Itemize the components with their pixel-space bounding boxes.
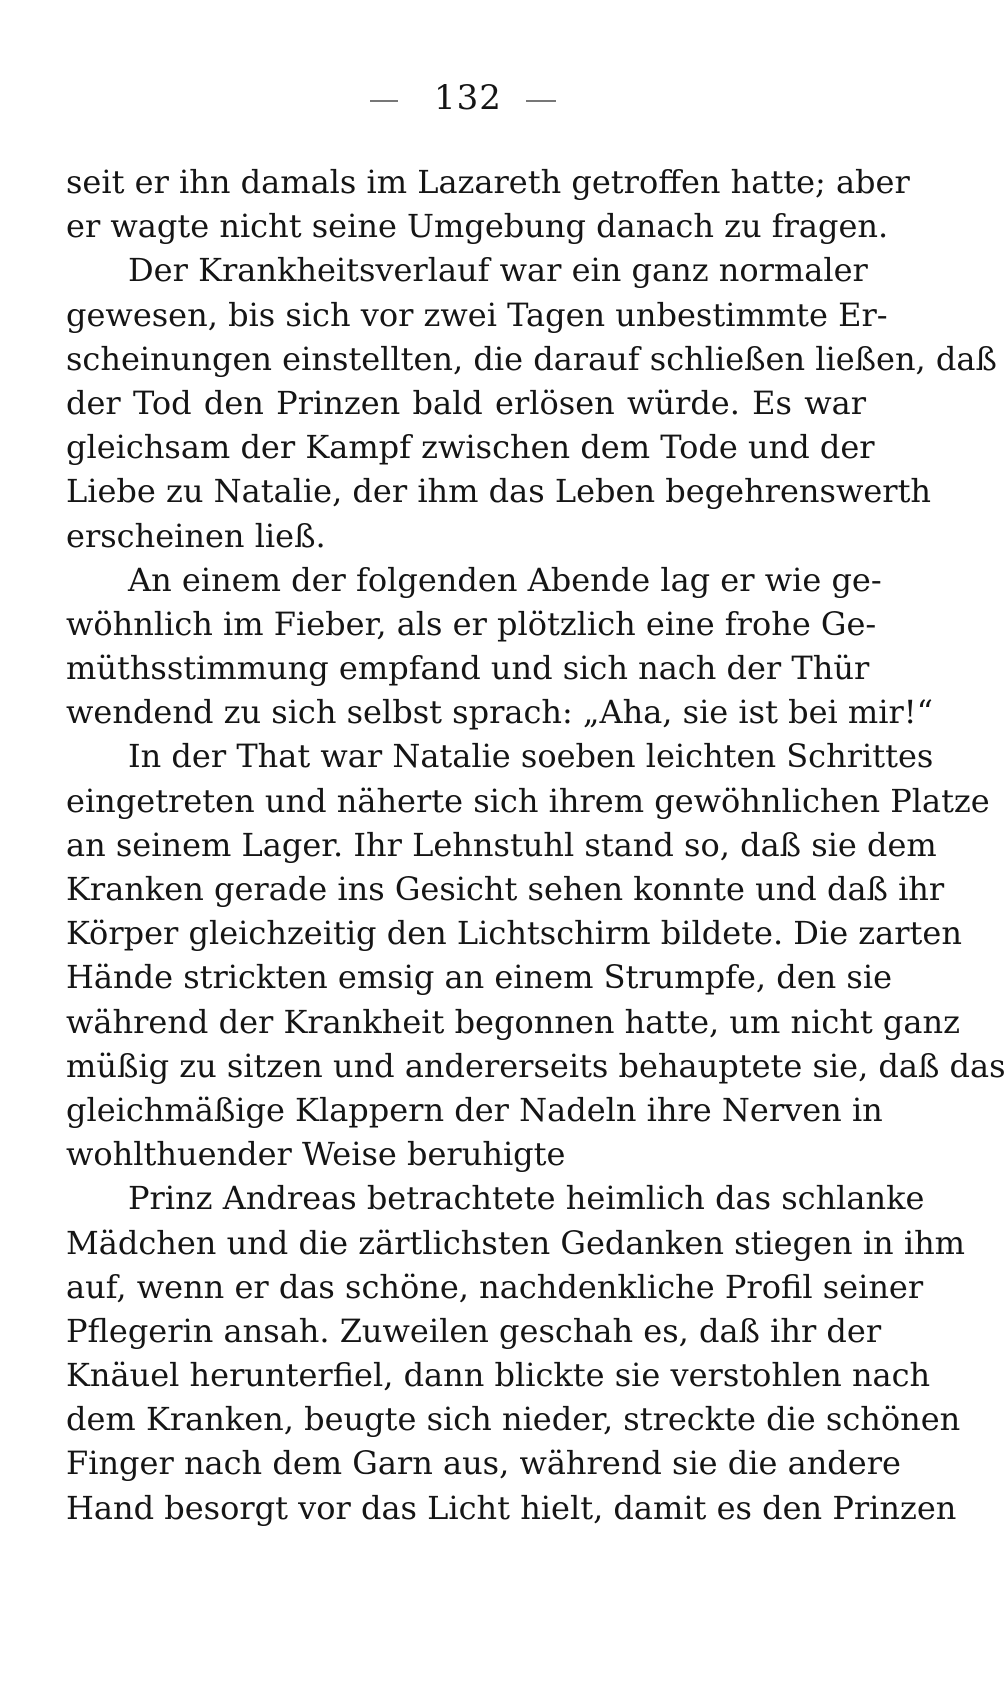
text-line: Prinz Andreas betrachtete heimlich das schlanke	[128, 1179, 925, 1218]
text-line: müßig zu sitzen und andererseits behauptete sie, daß das	[66, 1046, 1006, 1085]
text-line: Finger nach dem Garn aus, während sie die andere	[66, 1444, 901, 1483]
text-line: Knäuel herunterfiel, dann blickte sie verstohlen nach	[66, 1356, 931, 1395]
text-line: der Tod den Prinzen bald erlösen würde. Es war	[66, 383, 866, 422]
text-line: auf, wenn er das schöne, nachdenkliche Profil seiner	[66, 1267, 924, 1306]
text-line: eingetreten und näherte sich ihrem gewöhnlichen Platze	[66, 781, 990, 820]
text-line: scheinungen einstellten, die darauf schließen ließen, daß	[66, 339, 997, 378]
text-line: müthsstimmung empfand und sich nach der Thür	[66, 649, 870, 688]
text-line: seit er ihn damals im Lazareth getroffen hatte; aber	[66, 163, 910, 201]
body-text	[66, 160, 1006, 1530]
text-line: Hand besorgt vor das Licht hielt, damit es den Prinzen	[66, 1488, 957, 1527]
text-line: erscheinen ließ.	[66, 516, 326, 555]
text-line: An einem der folgenden Abende lag er wie ge-	[128, 560, 882, 599]
page-header	[0, 78, 1000, 128]
text-line: Mädchen und die zärtlichsten Gedanken stiegen in ihm	[66, 1223, 966, 1262]
text-line: wöhnlich im Fieber, als er plötzlich eine frohe Ge-	[66, 604, 877, 643]
text-line: Körper gleichzeitig den Lichtschirm bildete. Die zarten	[66, 914, 962, 953]
text-line: Hände strickten emsig an einem Strumpfe, den sie	[66, 958, 893, 997]
text-line: während der Krankheit begonnen hatte, um nicht ganz	[66, 1002, 960, 1041]
header-rule-left	[370, 100, 398, 102]
text-line: In der That war Natalie soeben leichten Schrittes	[128, 737, 934, 776]
text-line: gleichsam der Kampf zwischen dem Tode und der	[66, 428, 875, 467]
text-line: gleichmäßige Klappern der Nadeln ihre Nerven in	[66, 1090, 883, 1129]
text-line: gewesen, bis sich vor zwei Tagen unbestimmte Er-	[66, 295, 888, 334]
text-line: wendend zu sich selbst sprach: „Aha, sie ist bei mir!“	[66, 693, 934, 732]
text-line: Pflegerin ansah. Zuweilen geschah es, daß ihr der	[66, 1311, 882, 1350]
page-number: 132	[434, 78, 502, 118]
text-line: Liebe zu Natalie, der ihm das Leben begehrenswerth	[66, 472, 932, 511]
text-line: wohlthuender Weise beruhigte	[66, 1135, 566, 1174]
text-line: Der Krankheitsverlauf war ein ganz normaler	[128, 251, 868, 290]
text-line: dem Kranken, beugte sich nieder, streckte die schönen	[66, 1400, 961, 1439]
text-line: Kranken gerade ins Gesicht sehen konnte und daß ihr	[66, 870, 945, 908]
text-line: er wagte nicht seine Umgebung danach zu fragen.	[66, 207, 889, 246]
header-rule-right	[526, 100, 556, 102]
text-line: an seinem Lager. Ihr Lehnstuhl stand so, daß sie dem	[66, 825, 937, 864]
